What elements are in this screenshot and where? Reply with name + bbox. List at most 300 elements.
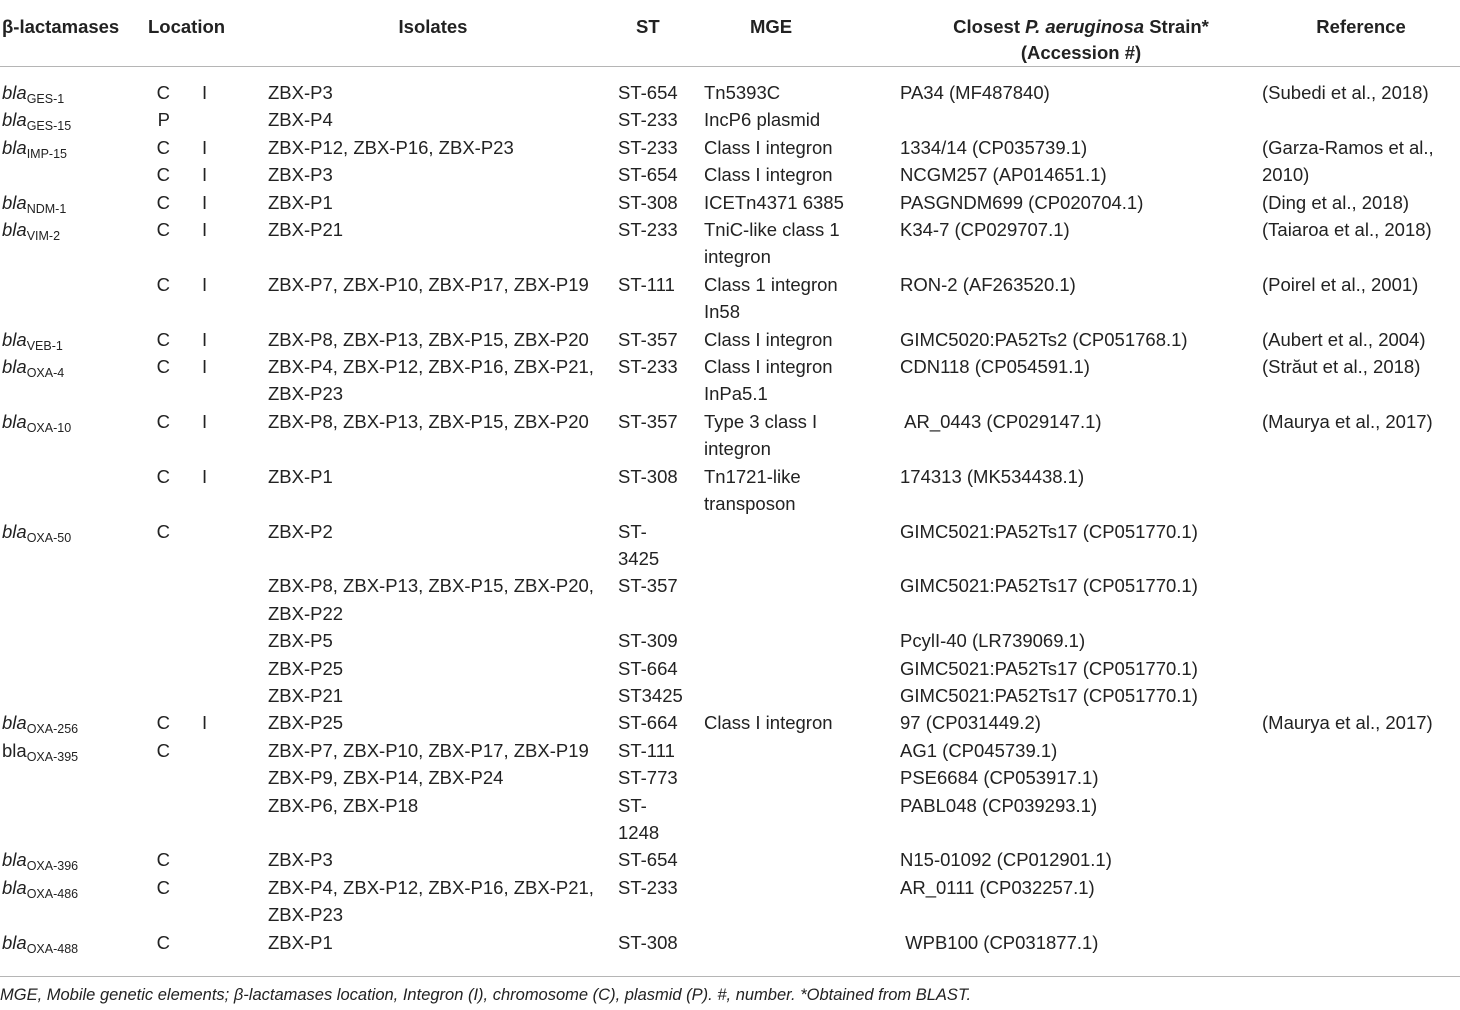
table-row bbox=[0, 216, 1460, 243]
header-strain bbox=[900, 0, 1262, 67]
reference-cell bbox=[1262, 435, 1460, 462]
gene-cell bbox=[0, 737, 140, 764]
integron-cell bbox=[170, 929, 248, 956]
gene-cell bbox=[0, 326, 140, 353]
table-row bbox=[0, 600, 1460, 627]
location-cell bbox=[140, 627, 170, 654]
gene-cell bbox=[0, 627, 140, 654]
strain-cell: GIMC5021:PA52Ts17 (CP051770.1) bbox=[900, 657, 1198, 679]
isolates-cell bbox=[248, 243, 618, 270]
strain-cell: PABL048 (CP039293.1) bbox=[900, 794, 1098, 816]
isolates-cell: ZBX-P8, ZBX-P13, ZBX-P15, ZBX-P20, bbox=[268, 575, 594, 597]
integron-cell bbox=[170, 518, 248, 545]
table-row bbox=[0, 271, 1460, 298]
table-row bbox=[0, 67, 1460, 107]
st-cell: ST-233 bbox=[618, 876, 678, 898]
table-body bbox=[0, 67, 1460, 957]
st-cell: ST-654 bbox=[618, 82, 678, 103]
isolates-cell: ZBX-P4, ZBX-P12, ZBX-P16, ZBX-P21, bbox=[268, 876, 594, 898]
gene-variant: OXA-486 bbox=[26, 886, 79, 901]
location-cell bbox=[140, 792, 170, 819]
mge-cell bbox=[704, 600, 900, 627]
table-row bbox=[0, 545, 1460, 572]
reference-cell: (Subedi et al., 2018) bbox=[1262, 82, 1429, 103]
reference-cell bbox=[1262, 627, 1460, 654]
table-row bbox=[0, 326, 1460, 353]
isolates-cell: ZBX-P3 bbox=[268, 164, 333, 186]
reference-cell bbox=[1262, 518, 1460, 545]
st-cell: ST-664 bbox=[618, 657, 678, 679]
st-cell: ST-233 bbox=[618, 109, 678, 131]
integron-cell: I bbox=[202, 136, 208, 158]
gene-variant: VIM-2 bbox=[26, 229, 61, 244]
isolates-cell: ZBX-P1 bbox=[268, 465, 333, 487]
reference-cell bbox=[1262, 600, 1460, 627]
integron-cell bbox=[170, 627, 248, 654]
gene-prefix: bla bbox=[2, 136, 27, 158]
mge-cell: Class I integron bbox=[704, 712, 833, 734]
strain-cell bbox=[900, 545, 1262, 572]
header-location: Location bbox=[148, 16, 226, 37]
mge-cell bbox=[704, 682, 900, 709]
strain-cell: GIMC5021:PA52Ts17 (CP051770.1) bbox=[900, 575, 1198, 597]
table-row bbox=[0, 819, 1460, 846]
location-cell: P bbox=[157, 109, 170, 131]
reference-cell bbox=[1262, 243, 1460, 270]
location-cell: C bbox=[156, 520, 170, 542]
table-row bbox=[0, 682, 1460, 709]
gene-variant: VEB-1 bbox=[26, 338, 63, 353]
gene-cell bbox=[0, 846, 140, 873]
st-cell bbox=[618, 490, 704, 517]
st-cell: ST- bbox=[618, 794, 647, 816]
integron-cell: I bbox=[202, 465, 208, 487]
gene-prefix: bla bbox=[2, 328, 27, 350]
strain-cell bbox=[900, 243, 1262, 270]
gene-cell bbox=[0, 682, 140, 709]
location-cell: C bbox=[156, 739, 170, 761]
table-row bbox=[0, 518, 1460, 545]
table-row bbox=[0, 737, 1460, 764]
gene-cell bbox=[0, 408, 140, 435]
gene-prefix: bla bbox=[2, 356, 27, 378]
gene-prefix: bla bbox=[2, 410, 27, 432]
integron-cell: I bbox=[202, 164, 208, 186]
gene-prefix: bla bbox=[2, 109, 27, 131]
header-gene: β-lactamases bbox=[2, 16, 120, 37]
reference-cell bbox=[1262, 901, 1460, 928]
reference-cell bbox=[1262, 655, 1460, 682]
mge-cell: Class 1 integron bbox=[704, 273, 838, 295]
strain-cell: GIMC5020:PA52Ts2 (CP051768.1) bbox=[900, 328, 1188, 350]
integron-cell bbox=[170, 600, 248, 627]
location-cell: C bbox=[156, 191, 170, 213]
reference-cell: (Taiaroa et al., 2018) bbox=[1262, 219, 1432, 241]
st-cell: ST-233 bbox=[618, 356, 678, 378]
mge-cell: In58 bbox=[704, 301, 741, 323]
mge-cell bbox=[704, 518, 900, 545]
gene-cell bbox=[0, 600, 140, 627]
isolates-cell: ZBX-P7, ZBX-P10, ZBX-P17, ZBX-P19 bbox=[268, 739, 589, 761]
gene-cell bbox=[0, 134, 140, 161]
table-row bbox=[0, 380, 1460, 407]
gene-cell bbox=[0, 435, 140, 462]
table-row bbox=[0, 929, 1460, 956]
integron-cell bbox=[170, 298, 248, 325]
isolates-cell: ZBX-P25 bbox=[268, 712, 344, 734]
mge-cell: integron bbox=[704, 438, 771, 460]
gene-cell bbox=[0, 545, 140, 572]
location-cell: C bbox=[156, 164, 170, 186]
gene-cell bbox=[0, 655, 140, 682]
header-strain-line2: (Accession #) bbox=[1020, 42, 1142, 63]
st-cell bbox=[618, 435, 704, 462]
table-row bbox=[0, 189, 1460, 216]
isolates-cell: ZBX-P25 bbox=[268, 657, 344, 679]
integron-cell: I bbox=[202, 712, 208, 734]
table-row bbox=[0, 490, 1460, 517]
strain-cell bbox=[900, 819, 1262, 846]
isolates-cell: ZBX-P21 bbox=[268, 219, 344, 241]
integron-cell bbox=[170, 655, 248, 682]
table-row bbox=[0, 846, 1460, 873]
gene-variant: IMP-15 bbox=[26, 146, 67, 161]
isolates-cell bbox=[248, 545, 618, 572]
st-cell bbox=[618, 380, 704, 407]
strain-cell bbox=[900, 435, 1262, 462]
st-cell: ST-308 bbox=[618, 931, 678, 953]
gene-cell bbox=[0, 572, 140, 599]
isolates-cell: ZBX-P3 bbox=[268, 82, 333, 103]
integron-cell bbox=[170, 901, 248, 928]
integron-cell bbox=[170, 792, 248, 819]
st-cell: ST-357 bbox=[618, 575, 678, 597]
gene-cell bbox=[0, 709, 140, 736]
gene-cell bbox=[0, 161, 140, 188]
reference-cell: (Poirel et al., 2001) bbox=[1262, 273, 1419, 295]
integron-cell bbox=[170, 846, 248, 873]
reference-cell: (Maurya et al., 2017) bbox=[1262, 410, 1433, 432]
mge-cell bbox=[704, 627, 900, 654]
location-cell bbox=[140, 901, 170, 928]
reference-cell bbox=[1262, 463, 1460, 490]
isolates-cell: ZBX-P7, ZBX-P10, ZBX-P17, ZBX-P19 bbox=[268, 273, 589, 295]
location-cell bbox=[140, 655, 170, 682]
gene-variant: OXA-256 bbox=[26, 722, 79, 737]
location-cell: C bbox=[156, 465, 170, 487]
strain-cell: N15-01092 (CP012901.1) bbox=[900, 849, 1112, 871]
location-cell bbox=[140, 435, 170, 462]
table-footnote: MGE, Mobile genetic elements; β-lactamases location, Integron (I), chromosome (C), plasmid (P). #, number. *Obtained from BLAST. bbox=[0, 976, 1460, 1005]
gene-variant: NDM-1 bbox=[26, 201, 67, 216]
gene-cell bbox=[0, 380, 140, 407]
st-cell: ST-664 bbox=[618, 712, 678, 734]
header-reference: Reference bbox=[1316, 16, 1406, 37]
mge-cell bbox=[704, 792, 900, 819]
strain-cell: AR_0111 (CP032257.1) bbox=[900, 876, 1095, 898]
integron-cell: I bbox=[202, 410, 208, 432]
reference-cell bbox=[1262, 846, 1460, 873]
table-row bbox=[0, 901, 1460, 928]
reference-cell bbox=[1262, 929, 1460, 956]
table-row bbox=[0, 408, 1460, 435]
gene-cell bbox=[0, 463, 140, 490]
integron-cell bbox=[170, 572, 248, 599]
reference-cell: (Ding et al., 2018) bbox=[1262, 191, 1410, 213]
location-cell bbox=[140, 819, 170, 846]
st-cell: ST-773 bbox=[618, 767, 678, 789]
gene-prefix: bla bbox=[2, 849, 27, 871]
mge-cell: Tn5393C bbox=[704, 82, 781, 103]
gene-cell bbox=[0, 901, 140, 928]
strain-cell: PA34 (MF487840) bbox=[900, 82, 1050, 103]
isolates-cell: ZBX-P1 bbox=[268, 191, 333, 213]
st-cell: ST-233 bbox=[618, 219, 678, 241]
gene-cell bbox=[0, 792, 140, 819]
st-cell: ST-308 bbox=[618, 465, 678, 487]
st-cell bbox=[618, 298, 704, 325]
isolates-cell: ZBX-P1 bbox=[268, 931, 333, 953]
st-cell: ST-308 bbox=[618, 191, 678, 213]
gene-variant: OXA-396 bbox=[26, 859, 79, 874]
gene-prefix: bla bbox=[2, 219, 27, 241]
mge-cell: transposon bbox=[704, 493, 796, 515]
strain-cell bbox=[900, 901, 1262, 928]
location-cell: C bbox=[156, 219, 170, 241]
location-cell bbox=[140, 380, 170, 407]
strain-cell: 1334/14 (CP035739.1) bbox=[900, 136, 1088, 158]
mge-cell: Class I integron bbox=[704, 164, 833, 186]
table-row bbox=[0, 134, 1460, 161]
gene-cell bbox=[0, 874, 140, 901]
isolates-cell: ZBX-P3 bbox=[268, 849, 333, 871]
header-row bbox=[0, 0, 1460, 67]
strain-cell: GIMC5021:PA52Ts17 (CP051770.1) bbox=[900, 684, 1198, 706]
gene-prefix: bla bbox=[2, 739, 27, 761]
isolates-cell: ZBX-P5 bbox=[268, 630, 333, 652]
integron-cell bbox=[170, 490, 248, 517]
gene-variant: OXA-488 bbox=[26, 941, 79, 956]
location-cell bbox=[140, 600, 170, 627]
mge-cell bbox=[704, 874, 900, 901]
strain-cell bbox=[900, 106, 1262, 133]
strain-cell: K34-7 (CP029707.1) bbox=[900, 219, 1070, 241]
integron-cell bbox=[170, 243, 248, 270]
gene-cell bbox=[0, 929, 140, 956]
table-row bbox=[0, 709, 1460, 736]
st-cell: ST-357 bbox=[618, 328, 678, 350]
location-cell: C bbox=[156, 356, 170, 378]
st-cell bbox=[618, 243, 704, 270]
gene-cell bbox=[0, 271, 140, 298]
mge-cell: Class I integron bbox=[704, 356, 833, 378]
location-cell: C bbox=[156, 712, 170, 734]
mge-cell bbox=[704, 846, 900, 873]
mge-cell: ICETn4371 6385 bbox=[704, 191, 844, 213]
reference-cell: 2010) bbox=[1262, 164, 1310, 186]
isolates-cell: ZBX-P4, ZBX-P12, ZBX-P16, ZBX-P21, bbox=[268, 356, 594, 378]
reference-cell bbox=[1262, 298, 1460, 325]
integron-cell bbox=[170, 106, 248, 133]
header-strain-post: Strain* bbox=[1144, 16, 1209, 37]
mge-cell: Type 3 class I bbox=[704, 410, 818, 432]
gene-cell bbox=[0, 298, 140, 325]
integron-cell: I bbox=[202, 191, 208, 213]
strain-cell: 97 (CP031449.2) bbox=[900, 712, 1041, 734]
st-cell bbox=[618, 901, 704, 928]
reference-cell: (Străut et al., 2018) bbox=[1262, 356, 1421, 378]
gene-cell bbox=[0, 243, 140, 270]
isolates-cell: ZBX-P23 bbox=[268, 383, 344, 405]
strain-cell: PcylI-40 (LR739069.1) bbox=[900, 630, 1086, 652]
st-cell: 3425 bbox=[618, 547, 660, 569]
location-cell bbox=[140, 490, 170, 517]
mge-cell: integron bbox=[704, 246, 771, 268]
integron-cell bbox=[170, 737, 248, 764]
gene-cell bbox=[0, 518, 140, 545]
gene-cell bbox=[0, 490, 140, 517]
reference-cell: (Garza-Ramos et al., bbox=[1262, 136, 1434, 158]
st-cell bbox=[618, 600, 704, 627]
location-cell: C bbox=[156, 273, 170, 295]
gene-prefix: bla bbox=[2, 876, 27, 898]
st-cell: ST-357 bbox=[618, 410, 678, 432]
strain-cell: GIMC5021:PA52Ts17 (CP051770.1) bbox=[900, 520, 1198, 542]
gene-prefix: bla bbox=[2, 520, 27, 542]
table-row bbox=[0, 353, 1460, 380]
isolates-cell: ZBX-P21 bbox=[268, 684, 344, 706]
mge-cell bbox=[704, 929, 900, 956]
location-cell: C bbox=[156, 328, 170, 350]
integron-cell: I bbox=[202, 82, 208, 103]
integron-cell bbox=[170, 819, 248, 846]
st-cell: ST- bbox=[618, 520, 647, 542]
isolates-cell: ZBX-P6, ZBX-P18 bbox=[268, 794, 419, 816]
reference-cell bbox=[1262, 792, 1460, 819]
table-row bbox=[0, 655, 1460, 682]
strain-cell: PASGNDM699 (CP020704.1) bbox=[900, 191, 1144, 213]
isolates-cell bbox=[248, 298, 618, 325]
gene-prefix: bla bbox=[2, 191, 27, 213]
reference-cell bbox=[1262, 490, 1460, 517]
mge-cell bbox=[704, 737, 900, 764]
mge-cell bbox=[704, 819, 900, 846]
isolates-cell: ZBX-P2 bbox=[268, 520, 333, 542]
reference-cell: (Aubert et al., 2004) bbox=[1262, 328, 1426, 350]
gene-prefix: bla bbox=[2, 712, 27, 734]
reference-cell bbox=[1262, 682, 1460, 709]
mge-cell: IncP6 plasmid bbox=[704, 109, 821, 131]
reference-cell bbox=[1262, 764, 1460, 791]
strain-cell: NCGM257 (AP014651.1) bbox=[900, 164, 1107, 186]
st-cell: ST-309 bbox=[618, 630, 678, 652]
location-cell: C bbox=[156, 849, 170, 871]
location-cell: C bbox=[156, 876, 170, 898]
header-strain-species: P. aeruginosa bbox=[1025, 16, 1145, 37]
gene-cell bbox=[0, 353, 140, 380]
gene-prefix: bla bbox=[2, 931, 27, 953]
reference-cell bbox=[1262, 572, 1460, 599]
reference-cell bbox=[1262, 106, 1460, 133]
location-cell bbox=[140, 545, 170, 572]
strain-cell: CDN118 (CP054591.1) bbox=[900, 356, 1090, 378]
isolates-cell bbox=[248, 435, 618, 462]
reference-cell bbox=[1262, 545, 1460, 572]
strain-cell bbox=[900, 490, 1262, 517]
st-cell: ST-654 bbox=[618, 164, 678, 186]
location-cell bbox=[140, 243, 170, 270]
header-mge: MGE bbox=[750, 16, 793, 37]
gene-variant: OXA-395 bbox=[26, 749, 79, 764]
gene-variant: OXA-50 bbox=[26, 530, 72, 545]
mge-cell: InPa5.1 bbox=[704, 383, 768, 405]
integron-cell bbox=[170, 874, 248, 901]
gene-cell bbox=[0, 67, 140, 107]
table-row bbox=[0, 764, 1460, 791]
location-cell: C bbox=[156, 82, 170, 103]
st-cell: ST-111 bbox=[618, 739, 675, 761]
gene-variant: OXA-4 bbox=[26, 366, 65, 381]
strain-cell bbox=[900, 298, 1262, 325]
location-cell: C bbox=[156, 931, 170, 953]
strain-cell: RON-2 (AF263520.1) bbox=[900, 273, 1076, 295]
table-row bbox=[0, 161, 1460, 188]
header-st: ST bbox=[636, 16, 660, 37]
mge-cell: Class I integron bbox=[704, 136, 833, 158]
gene-cell bbox=[0, 189, 140, 216]
integron-cell: I bbox=[202, 356, 208, 378]
table-row bbox=[0, 627, 1460, 654]
integron-cell bbox=[170, 545, 248, 572]
location-cell: C bbox=[156, 136, 170, 158]
gene-cell bbox=[0, 819, 140, 846]
gene-variant: GES-1 bbox=[26, 92, 65, 106]
gene-prefix: bla bbox=[2, 82, 27, 103]
table-row bbox=[0, 243, 1460, 270]
isolates-cell: ZBX-P9, ZBX-P14, ZBX-P24 bbox=[268, 767, 504, 789]
integron-cell: I bbox=[202, 219, 208, 241]
location-cell bbox=[140, 682, 170, 709]
reference-cell bbox=[1262, 874, 1460, 901]
isolates-cell bbox=[248, 819, 618, 846]
integron-cell bbox=[170, 380, 248, 407]
mge-cell bbox=[704, 572, 900, 599]
st-cell: 1248 bbox=[618, 821, 660, 843]
location-cell bbox=[140, 764, 170, 791]
gene-cell bbox=[0, 764, 140, 791]
isolates-cell: ZBX-P4 bbox=[268, 109, 333, 131]
header-isolates: Isolates bbox=[398, 16, 468, 37]
mge-cell: Class I integron bbox=[704, 328, 833, 350]
gene-cell bbox=[0, 106, 140, 133]
st-cell: ST-233 bbox=[618, 136, 678, 158]
mge-cell bbox=[704, 655, 900, 682]
location-cell bbox=[140, 572, 170, 599]
isolates-cell: ZBX-P23 bbox=[268, 904, 344, 926]
gene-variant: OXA-10 bbox=[26, 420, 72, 435]
table-row bbox=[0, 106, 1460, 133]
mge-cell bbox=[704, 901, 900, 928]
strain-cell: AG1 (CP045739.1) bbox=[900, 739, 1058, 761]
gene-cell bbox=[0, 216, 140, 243]
table-row bbox=[0, 463, 1460, 490]
table-row bbox=[0, 435, 1460, 462]
header-strain-pre: Closest bbox=[953, 16, 1026, 37]
gene-variant: GES-15 bbox=[26, 119, 72, 134]
isolates-cell: ZBX-P8, ZBX-P13, ZBX-P15, ZBX-P20 bbox=[268, 410, 589, 432]
integron-cell bbox=[170, 682, 248, 709]
strain-cell bbox=[900, 380, 1262, 407]
